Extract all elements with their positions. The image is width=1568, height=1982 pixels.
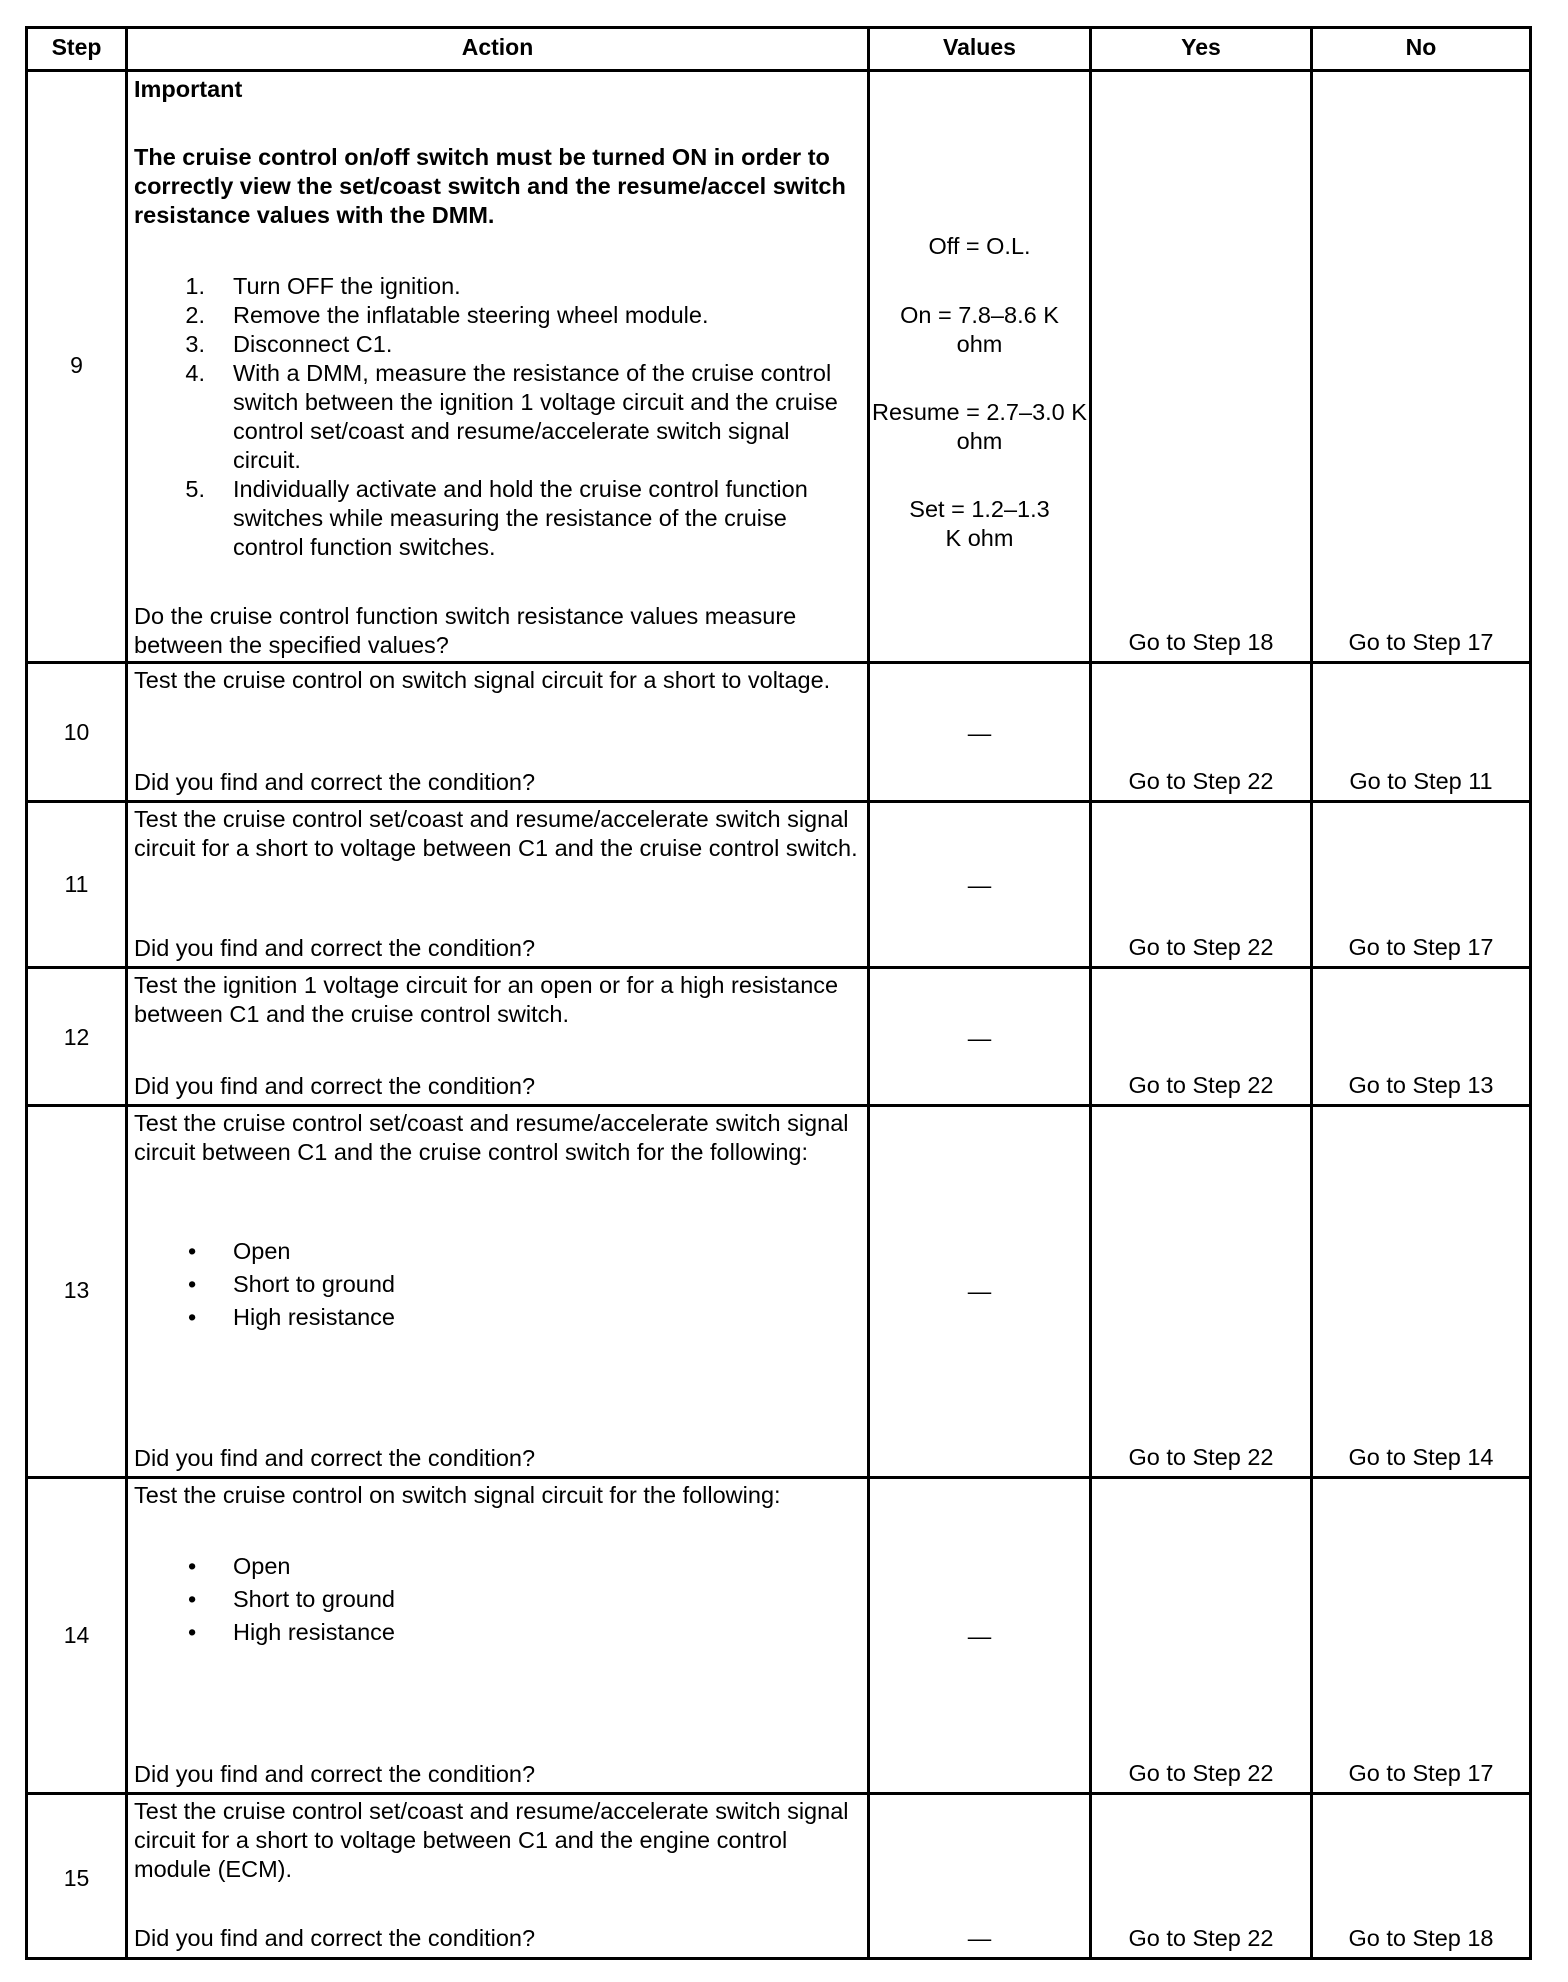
important-label: Important (134, 76, 243, 102)
table-row-step-13 (28, 1107, 1529, 1479)
condition-list (128, 1550, 859, 1649)
procedure-item: 4. With a DMM, measure the resistance of the cruise control switch between the ignition 1 voltage circuit and the cruise control set/coast and resume/accelerate switch signal circuit. (185, 360, 838, 473)
no-goto: Go to Step 11 (1349, 768, 1493, 794)
yes-cell (1092, 1479, 1313, 1792)
values-cell (870, 72, 1092, 661)
yes-goto: Go to Step 22 (1128, 1760, 1274, 1786)
yes-goto: Go to Step 22 (1128, 934, 1274, 960)
no-cell (1313, 1107, 1529, 1476)
procedure-item: 1. Turn OFF the ignition. (185, 273, 461, 299)
question-text: Did you find and correct the condition? (134, 1073, 536, 1099)
no-goto: Go to Step 14 (1348, 1444, 1494, 1470)
table-row-step-10 (28, 664, 1529, 803)
no-cell (1313, 72, 1529, 661)
step-number: 14 (63, 1622, 90, 1648)
action-text: Test the cruise control set/coast and resume/accelerate switch signal circuit for a short to voltage between C1 and the cruise control switch. (134, 806, 858, 861)
value-text: — (967, 1025, 992, 1051)
header-action: Action (128, 29, 870, 69)
action-cell (128, 1107, 870, 1476)
action-text: Test the cruise control set/coast and resume/accelerate switch signal circuit between C1 and the cruise control switch for the following: (134, 1110, 849, 1165)
step-number: 15 (63, 1865, 90, 1891)
no-cell (1313, 969, 1529, 1104)
action-cell (128, 1795, 870, 1957)
no-goto: Go to Step 17 (1348, 1760, 1494, 1786)
table-header-row (28, 29, 1529, 72)
header-no: No (1405, 34, 1437, 60)
yes-goto: Go to Step 22 (1128, 1925, 1274, 1951)
question-text: Did you find and correct the condition? (134, 1925, 536, 1951)
table-row-step-12 (28, 969, 1529, 1107)
list-item: • Short to ground (188, 1586, 395, 1612)
header-yes: Yes (1092, 29, 1313, 69)
value-resume: Resume = 2.7–3.0 K ohm (872, 399, 1087, 454)
step-cell (28, 969, 128, 1104)
list-item: • High resistance (188, 1619, 395, 1645)
procedure-item: 5. Individually activate and hold the cruise control function switches while measuring the resistance of the cruise control function switches. (185, 476, 808, 560)
action-text: Test the ignition 1 voltage circuit for an open or for a high resistance between C1 and the cruise control switch. (134, 972, 839, 1027)
action-cell (128, 969, 870, 1104)
diagnostic-table (25, 26, 1532, 1960)
table-row-step-14 (28, 1479, 1529, 1795)
yes-cell (1092, 969, 1313, 1104)
list-item: • High resistance (188, 1304, 395, 1330)
action-text: Test the cruise control on switch signal circuit for a short to voltage. (134, 667, 831, 693)
yes-goto: Go to Step 22 (1128, 1444, 1274, 1470)
table-row-step-15 (28, 1795, 1529, 1957)
list-item: • Open (188, 1238, 291, 1264)
value-text: — (967, 1278, 992, 1304)
procedure-item: 3. Disconnect C1. (185, 331, 393, 357)
action-text: Test the cruise control set/coast and resume/accelerate switch signal circuit for a short to voltage between C1 and the engine control module (ECM). (134, 1798, 849, 1882)
step-number: 13 (63, 1277, 90, 1303)
value-on: On = 7.8–8.6 K ohm (900, 302, 1059, 357)
question-text: Did you find and correct the condition? (134, 1761, 536, 1787)
step-number: 10 (63, 719, 90, 745)
value-off: Off = O.L. (928, 233, 1031, 259)
question-text: Do the cruise control function switch resistance values measure between the specified values? (134, 603, 797, 658)
action-cell (128, 1479, 870, 1792)
step-number: 12 (63, 1024, 90, 1050)
step-cell (28, 1479, 128, 1792)
values-cell (870, 1795, 1092, 1957)
yes-goto: Go to Step 22 (1128, 1072, 1274, 1098)
action-text: Test the cruise control on switch signal circuit for the following: (134, 1482, 781, 1508)
value-set: Set = 1.2–1.3 K ohm (909, 496, 1050, 551)
action-cell (128, 72, 870, 661)
no-goto: Go to Step 17 (1348, 934, 1494, 960)
no-cell (1313, 1479, 1529, 1792)
list-item: • Short to ground (188, 1271, 395, 1297)
step-cell (28, 664, 128, 800)
condition-list (128, 1235, 859, 1334)
header-step: Step (28, 29, 128, 69)
values-cell (870, 803, 1092, 966)
yes-cell (1092, 664, 1313, 800)
yes-cell (1092, 72, 1313, 661)
step-cell (28, 803, 128, 966)
yes-goto: Go to Step 22 (1128, 768, 1274, 794)
no-goto: Go to Step 17 (1348, 629, 1494, 655)
step-cell (28, 1107, 128, 1476)
values-cell (870, 1107, 1092, 1476)
no-cell (1313, 1795, 1529, 1957)
procedure-list (128, 272, 859, 562)
important-text: The cruise control on/off switch must be turned ON in order to correctly view the set/coast switch and the resume/accel switch resistance values with the DMM. (134, 144, 846, 228)
header-values: Values (870, 29, 1092, 69)
values-cell (870, 664, 1092, 800)
action-cell (128, 664, 870, 800)
question-text: Did you find and correct the condition? (134, 935, 536, 961)
no-cell (1313, 803, 1529, 966)
action-cell (128, 803, 870, 966)
list-item: • Open (188, 1553, 291, 1579)
yes-cell (1092, 1107, 1313, 1476)
step-cell (28, 1795, 128, 1957)
step-number: 9 (70, 352, 83, 378)
table-row-step-9 (28, 72, 1529, 664)
yes-cell (1092, 1795, 1313, 1957)
values-cell (870, 1479, 1092, 1792)
step-cell (28, 72, 128, 661)
question-text: Did you find and correct the condition? (134, 769, 536, 795)
no-goto: Go to Step 13 (1348, 1072, 1494, 1098)
no-goto: Go to Step 18 (1348, 1925, 1494, 1951)
question-text: Did you find and correct the condition? (134, 1445, 536, 1471)
table-row-step-11 (28, 803, 1529, 969)
value-text: — (967, 872, 992, 898)
value-text: — (967, 1623, 992, 1649)
yes-cell (1092, 803, 1313, 966)
no-cell (1313, 664, 1529, 800)
value-text: — (967, 1925, 992, 1951)
values-cell (870, 969, 1092, 1104)
step-number: 11 (64, 871, 89, 897)
yes-goto: Go to Step 18 (1128, 629, 1274, 655)
procedure-item: 2. Remove the inflatable steering wheel module. (185, 302, 709, 328)
value-text: — (967, 720, 992, 746)
